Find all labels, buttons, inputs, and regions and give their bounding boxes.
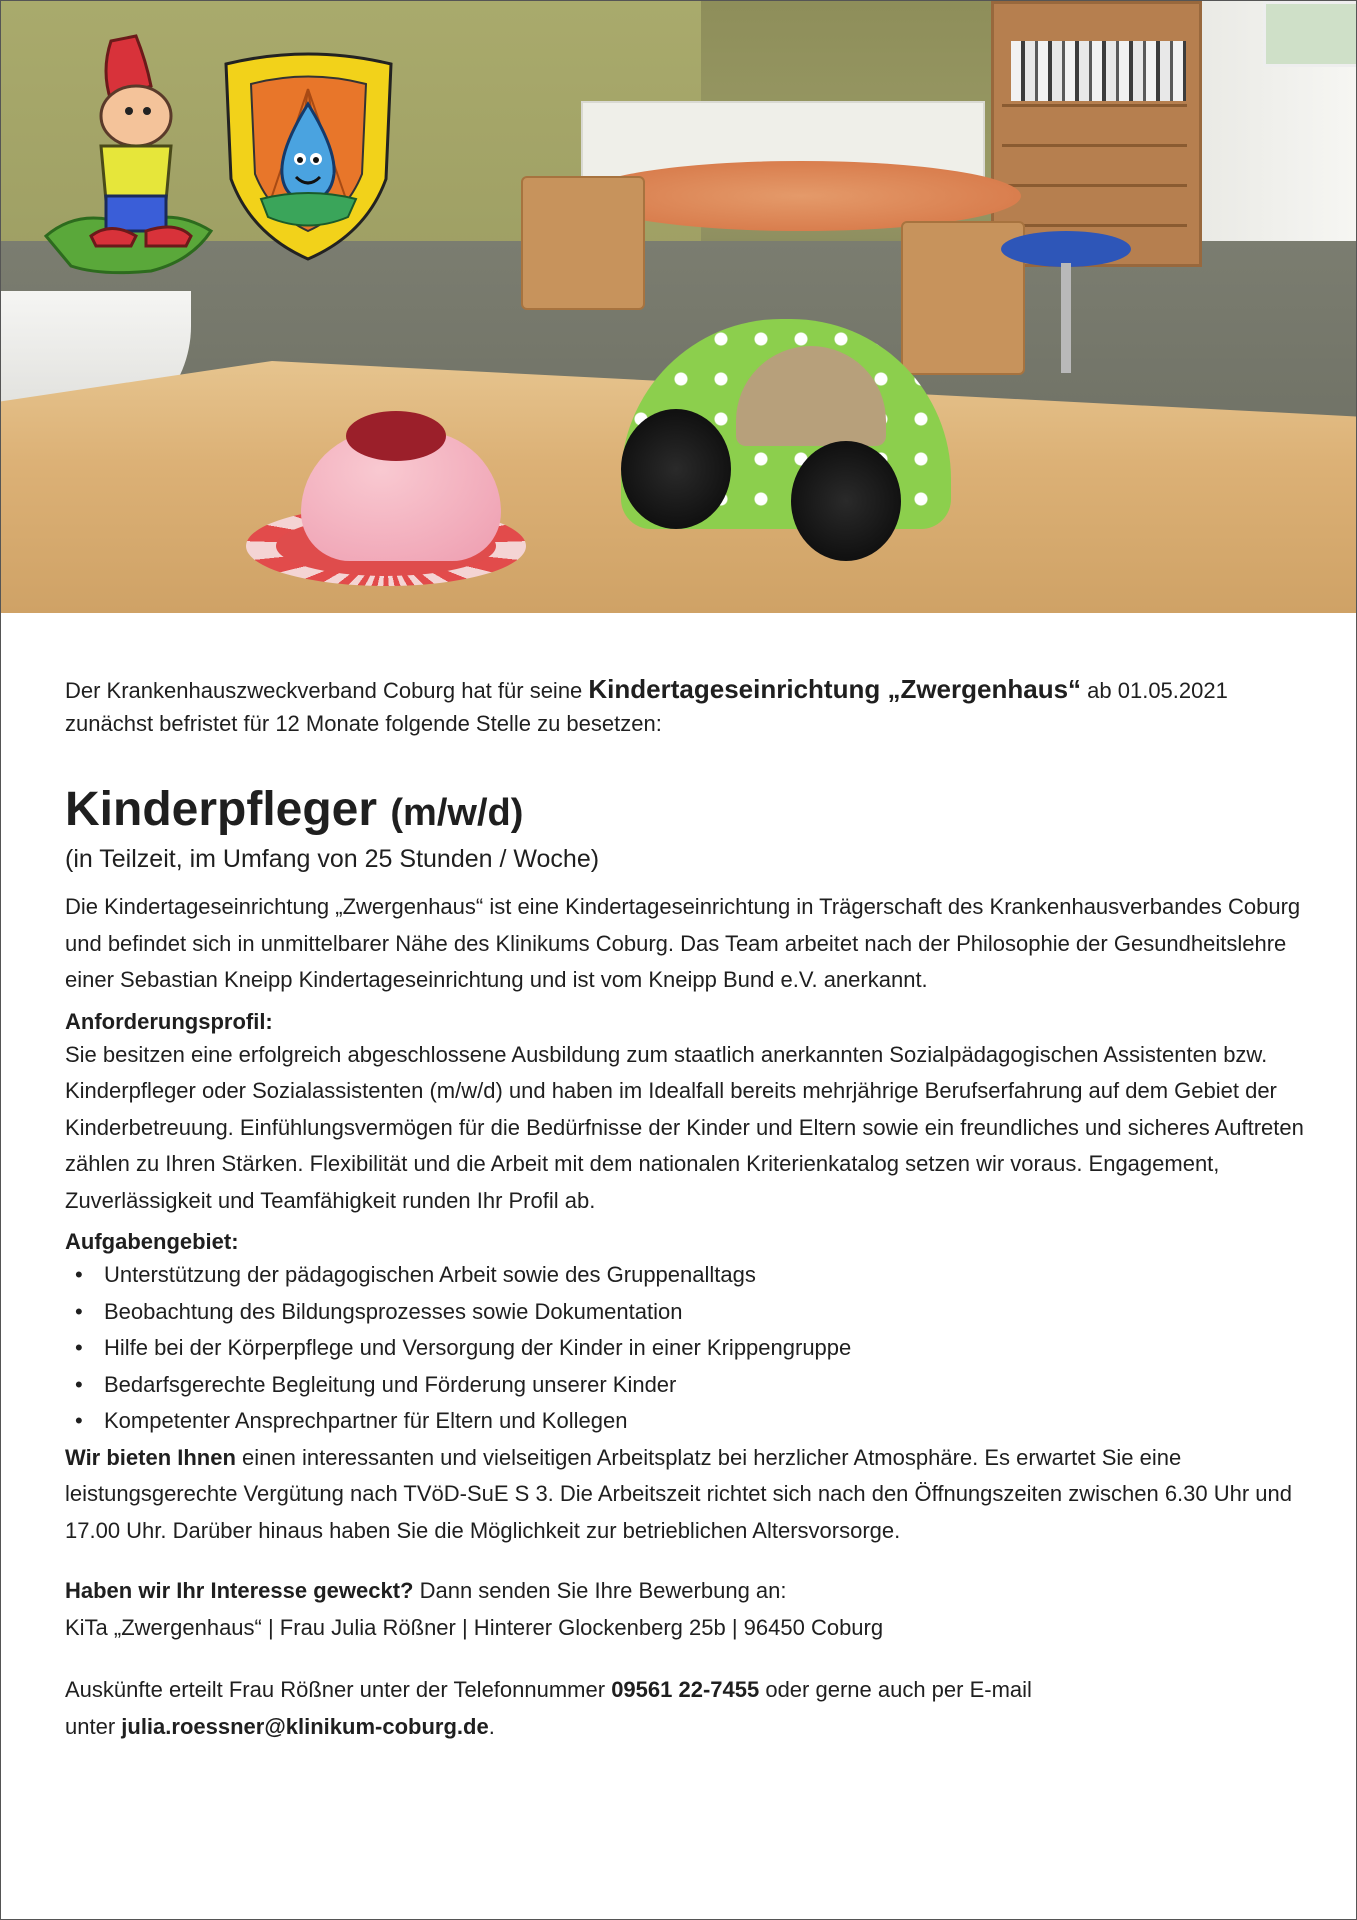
info-text-pre-email: unter — [65, 1713, 122, 1739]
job-title — [65, 782, 1305, 841]
photo-stool-leg — [1061, 263, 1071, 373]
task-item — [65, 1257, 1305, 1294]
task-text: Hilfe bei der Körperpflege und Versorgung der Kinder in einer Krippengruppe — [104, 1335, 852, 1360]
job-title-suffix: (m/w/d) — [390, 792, 524, 834]
requirements-text: Sie besitzen eine erfolgreich abgeschlossene Ausbildung zum staatlich anerkannten Sozialpädagogischen Assistenten bzw. Kinderpfleger oder Sozialassistenten (m/w/d) und haben im Idealfall bereits mehrjährige Berufserfahrung auf dem Gebiet der Kinderbetreuung. Einfühlungsvermögen für die Bedürfnisse der Kinder und Eltern sowie ein freundliches und sicheres Auftreten zählen zu Ihren Stärken. Flexibilität und die Arbeit mit dem nationalen Kriterienkatalog setzen wir voraus. Engagement, Zuverlässigkeit und Teamfähigkeit runden Ihr Profil ab. — [65, 1041, 1304, 1213]
contact-text: Dann senden Sie Ihre Bewerbung an: — [413, 1578, 787, 1603]
gnome-logo — [41, 31, 241, 281]
bullet-icon: • — [75, 1371, 83, 1397]
task-item — [65, 1294, 1305, 1331]
facility-description: Die Kindertageseinrichtung „Zwergenhaus“ ist eine Kindertageseinrichtung in Trägerschaft des Krankenhausverbandes Coburg und befindet sich in unmittelbarer Nähe des Klinikums Coburg. Das Team arbeitet nach der Philosophie der Gesundheitslehre einer Sebastian Kneipp Kindertageseinrichtung und ist vom Kneipp Bund e.V. anerkannt. — [65, 894, 1301, 992]
phone-number[interactable]: 09561 22-7455 — [611, 1677, 760, 1702]
intro-paragraph — [65, 673, 1305, 740]
photo-stool — [1001, 231, 1131, 267]
task-text: Kompetenter Ansprechpartner für Eltern und Kollegen — [104, 1408, 628, 1433]
offer-paragraph — [65, 1440, 1305, 1550]
contact-address: KiTa „Zwergenhaus“ | Frau Julia Rößner | Hinterer Glockenberg 25b | 96450 Coburg — [65, 1614, 884, 1640]
offer-text: einen interessanten und vielseitigen Arbeitsplatz bei herzlicher Atmosphäre. Es erwartet Sie eine leistungsgerechte Vergütung nach TVöD-SuE S 3. Die Arbeitszeit richtet sich nach den Öffnungszeiten zwischen 6.30 Uhr und 17.00 Uhr. Darüber hinaus haben Sie die Möglichkeit zur betrieblichen Altersvorsorge. — [65, 1444, 1293, 1543]
email-link[interactable]: julia.roessner@klinikum-coburg.de — [121, 1713, 489, 1739]
photo-binders — [1011, 41, 1186, 101]
photo-toy-car-wheel — [791, 441, 901, 561]
intro-text: Der Krankenhauszweckverband Coburg hat für seine — [65, 678, 589, 703]
tasks-list — [65, 1257, 1305, 1440]
bullet-icon: • — [75, 1335, 83, 1360]
bullet-icon: • — [75, 1298, 83, 1324]
photo-window — [1263, 1, 1356, 67]
tasks-heading: Aufgabengebiet: — [65, 1229, 239, 1254]
requirements-heading: Anforderungsprofil: — [65, 1008, 273, 1034]
job-title-text: Kinderpfleger — [65, 783, 378, 836]
info-end: . — [488, 1713, 495, 1739]
header-photo — [1, 1, 1356, 613]
info-text: Auskünfte erteilt Frau Rößner unter der Telefonnummer — [65, 1677, 612, 1702]
info-paragraph — [65, 1672, 1305, 1745]
bullet-icon: • — [75, 1262, 83, 1287]
contact-paragraph — [65, 1573, 1305, 1646]
job-subtitle: (in Teilzeit, im Umfang von 25 Stunden / Woche) — [65, 845, 600, 873]
photo-toy-car-wheel — [621, 409, 731, 529]
task-item — [65, 1330, 1305, 1367]
intro-text-end: ab 01.05.2021 zunächst befristet für 12 Monate folgende Stelle zu besetzen: — [65, 678, 1228, 736]
task-text: Bedarfsgerechte Begleitung und Förderung unserer Kinder — [104, 1371, 677, 1397]
kneipp-badge-logo — [216, 49, 401, 264]
ad-content — [65, 673, 1305, 1745]
contact-lead: Haben wir Ihr Interesse geweckt? — [65, 1578, 414, 1603]
task-item — [65, 1367, 1305, 1404]
photo-toy-berry — [346, 411, 446, 461]
photo-chair — [521, 176, 645, 310]
bullet-icon: • — [75, 1408, 83, 1433]
offer-lead: Wir bieten Ihnen — [65, 1444, 236, 1470]
task-text: Unterstützung der pädagogischen Arbeit sowie des Gruppenalltags — [104, 1262, 756, 1287]
facility-name: Kindertageseinrichtung „Zwergenhaus“ — [588, 674, 1082, 704]
task-item — [65, 1403, 1305, 1440]
info-text-mid: oder gerne auch per E-mail — [759, 1677, 1032, 1702]
task-text: Beobachtung des Bildungsprozesses sowie Dokumentation — [104, 1298, 683, 1324]
